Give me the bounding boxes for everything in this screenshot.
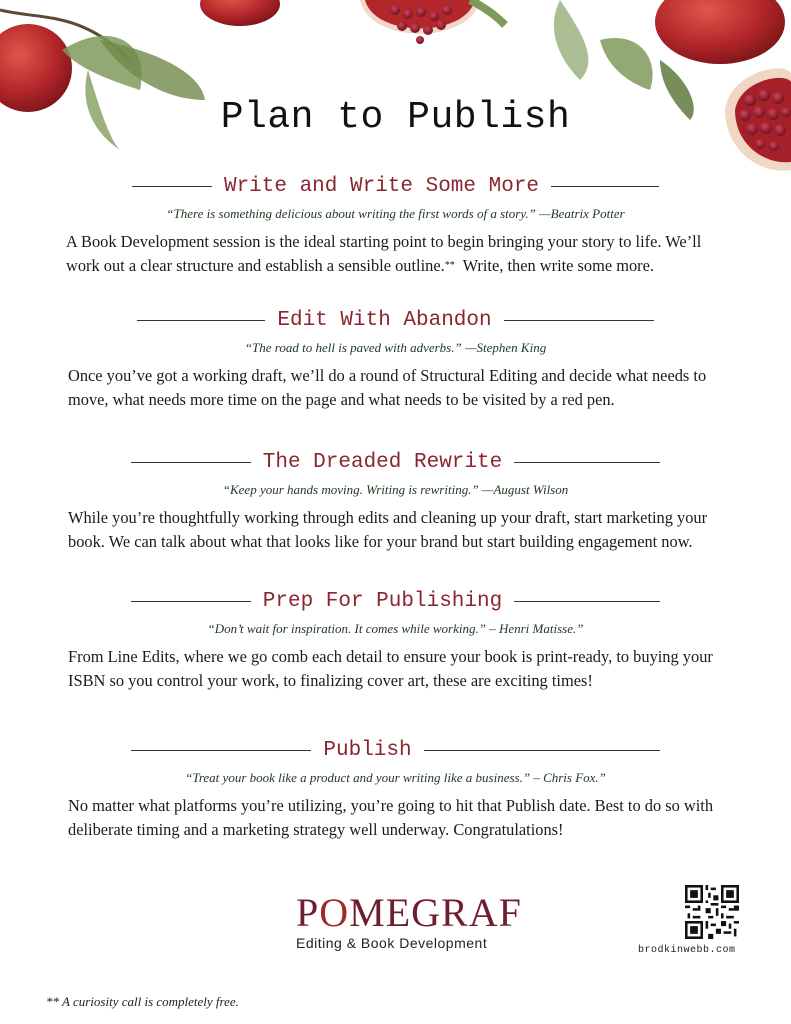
divider [551, 186, 659, 187]
logo-letter: P [296, 890, 320, 935]
section-quote: “Don’t wait for inspiration. It comes while working.” – Henri Matisse.” [207, 621, 584, 636]
section-body: While you’re thoughtfully working through edits and cleaning up your draft, start marketing your book. We can talk about what that looks like for your brand but start building engagement now. [68, 508, 708, 551]
section-heading-row [0, 448, 791, 476]
section-heading: The Dreaded Rewrite [262, 450, 503, 474]
section-write [0, 172, 791, 278]
section-quote: “Treat your book like a product and your writing like a business.” – Chris Fox.” [185, 770, 606, 785]
section-body-text-end: Write, then write some more. [454, 256, 655, 275]
pomegranate-decoration [0, 0, 791, 190]
section-body: No matter what platforms you’re utilizing, you’re going to hit that Publish date. Best to do so with deliberate timing and a marketing strategy well underway. Congratulations! [68, 796, 714, 839]
section-rewrite [0, 448, 791, 554]
section-heading-row [0, 306, 791, 334]
divider [131, 462, 251, 463]
logo-tagline: Editing & Book Development [296, 935, 488, 951]
section-quote: “There is something delicious about writing the first words of a story.” —Beatrix Potter [166, 206, 625, 221]
divider [137, 320, 265, 321]
section-body [66, 230, 732, 278]
section-publish [0, 736, 791, 842]
section-heading-row [0, 736, 791, 764]
section-heading: Publish [323, 738, 412, 762]
logo-pomegranate-o: O [319, 890, 350, 935]
divider [131, 750, 311, 751]
logo-wordmark [296, 890, 522, 935]
section-heading-row [0, 587, 791, 615]
section-edit [0, 306, 791, 412]
section-body: Once you’ve got a working draft, we’ll do a round of Structural Editing and decide what needs to move, what needs more time on the page and what needs to be visited by a red pen. [68, 366, 707, 409]
footnote-marker: ** [444, 260, 455, 271]
section-quote: “The road to hell is paved with adverbs.” —Stephen King [244, 340, 547, 355]
section-heading: Write and Write Some More [223, 174, 540, 198]
divider [514, 462, 660, 463]
divider [132, 186, 212, 187]
logo-letters: MEGRAF [349, 890, 522, 935]
qr-code-icon[interactable] [685, 885, 739, 939]
footnote: ** A curiosity call is completely free. [46, 994, 239, 1009]
section-body-text: A Book Development session is the ideal starting point to begin bringing your story to life. We’ll work out a clear structure and establish a sensible outline. [66, 232, 702, 275]
website-link[interactable]: brodkinwebb.com [638, 945, 736, 956]
section-quote: “Keep your hands moving. Writing is rewriting.” —August Wilson [222, 482, 569, 497]
divider [131, 601, 251, 602]
divider [504, 320, 654, 321]
divider [424, 750, 660, 751]
pomegraf-logo [296, 890, 522, 951]
section-heading: Edit With Abandon [277, 308, 492, 332]
divider [514, 601, 660, 602]
page-title: Plan to Publish [220, 96, 571, 139]
section-prep [0, 587, 791, 693]
section-body: From Line Edits, where we go comb each detail to ensure your book is print-ready, to buying your ISBN so you control your work, to finalizing cover art, these are exciting times! [68, 647, 713, 690]
section-heading-row [0, 172, 791, 200]
section-heading: Prep For Publishing [262, 589, 503, 613]
